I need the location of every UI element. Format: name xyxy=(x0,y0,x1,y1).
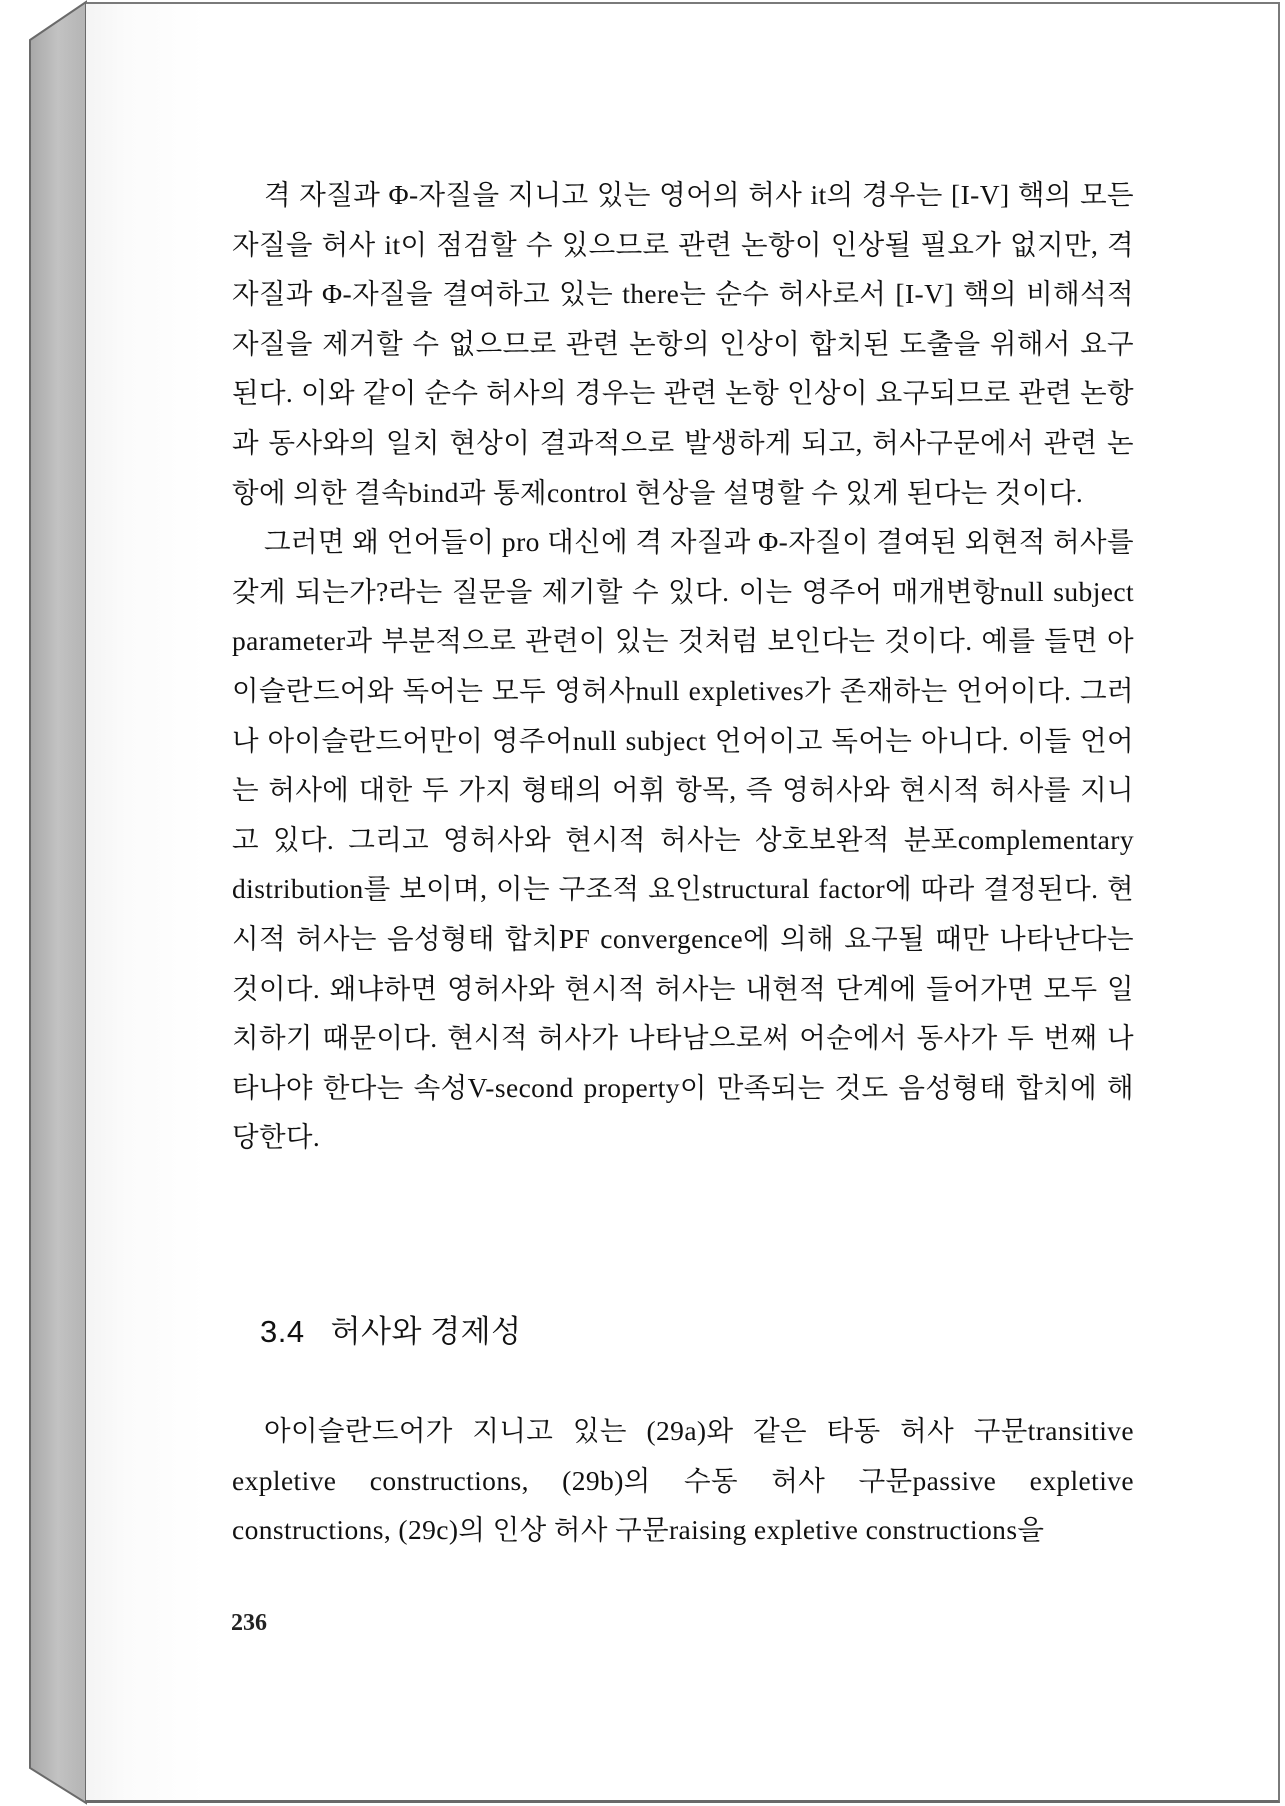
section-number: 3.4 xyxy=(260,1314,305,1349)
section-heading xyxy=(260,1306,522,1351)
page-number: 236 xyxy=(231,1610,267,1636)
paragraph-2: 그러면 왜 언어들이 pro 대신에 격 자질과 Φ-자질이 결여된 외현적 허사를 갖게 되는가?라는 질문을 제기할 수 있다. 이는 영주어 매개변항null subject parameter과 부분적으로 관련이 있는 것처럼 보인다는 것이다. 예를 들면 아이슬란드어와 독어는 모두 영허사null expletives가 존재하는 언어이다. 그러나 아이슬란드어만이 영주어null subject 언어이고 독어는 아니다. 이들 언어는 허사에 대한 두 가지 형태의 어휘 항목, 즉 영허사와 현시적 허사를 지니고 있다. 그리고 영허사와 현시적 허사는 상호보완적 분포complementary distribution를 보이며, 이는 구조적 요인structural factor에 따라 결정된다. 현시적 허사는 음성형태 합치PF convergence에 의해 요구될 때만 나타난다는 것이다. 왜냐하면 영허사와 현시적 허사는 내현적 단계에 들어가면 모두 일치하기 때문이다. 현시적 허사가 나타남으로써 어순에서 동사가 두 번째 나타나야 한다는 속성V-second property이 만족되는 것도 음성형태 합치에 해당한다. xyxy=(232,526,1134,1153)
section-title: 허사와 경제성 xyxy=(330,1314,522,1349)
paragraph-3: 아이슬란드어가 지니고 있는 (29a)와 같은 타동 허사 구문transitive expletive constructions, (29b)의 수동 허사 구문passive expletive constructions, (29c)의 인상 허사 구문raising expletive constructions을 xyxy=(232,1415,1134,1546)
body-text-top xyxy=(232,170,1134,1162)
paragraph-1: 격 자질과 Φ-자질을 지니고 있는 영어의 허사 it의 경우는 [I-V] 핵의 모든 자질을 허사 it이 점검할 수 있으므로 관련 논항이 인상될 필요가 없지만, 격 자질과 Φ-자질을 결여하고 있는 there는 순수 허사로서 [I-V] 핵의 비해석적 자질을 제거할 수 없으므로 관련 논항의 인상이 합치된 도출을 위해서 요구된다. 이와 같이 순수 허사의 경우는 관련 논항 인상이 요구되므로 관련 논항과 동사와의 일치 현상이 결과적으로 발생하게 되고, 허사구문에서 관련 논항에 의한 결속bind과 통제control 현상을 설명할 수 있게 된다는 것이다. xyxy=(232,179,1134,508)
body-text-bottom xyxy=(232,1406,1134,1555)
